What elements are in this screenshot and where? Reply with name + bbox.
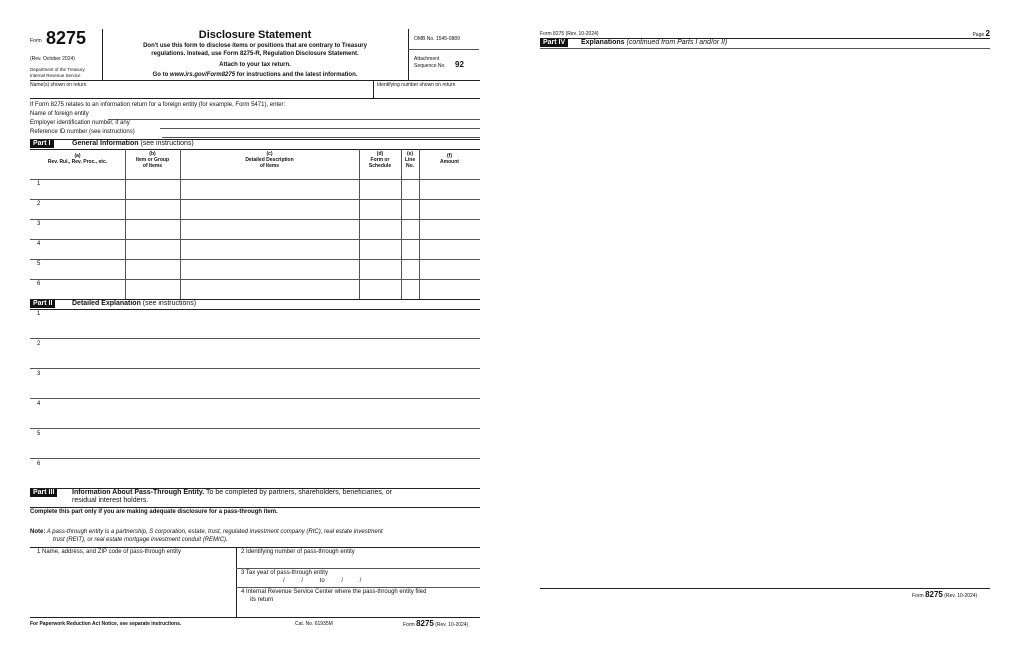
part4-heading: Explanations (continued from Parts I and/or II)	[581, 39, 728, 46]
foreign-ein-input[interactable]	[160, 128, 480, 129]
explanation-line-2[interactable]	[30, 339, 480, 368]
explanation-line-4[interactable]	[30, 399, 480, 428]
table-row-5-number: 5	[37, 261, 41, 267]
name-id-divider	[373, 80, 374, 98]
field2-rule	[236, 568, 480, 569]
irs-url-link[interactable]: www.irs.gov/Form8275	[169, 72, 236, 78]
instruction-line2: regulations. Instead, use Form 8275-R, Regulation Disclosure Statement.	[151, 51, 359, 57]
sequence-label: Sequence No.	[414, 63, 446, 69]
part1-heading: General Information (see instructions)	[72, 140, 194, 147]
goto-line: Go to www.irs.gov/Form8275 for instructions and the latest information.	[152, 72, 358, 78]
table-row-6-number: 6	[37, 281, 41, 287]
field3-label: 3 Tax year of pass-through entity	[241, 570, 328, 576]
header-divider-right	[408, 29, 409, 80]
field4-label-cont: its return	[250, 597, 274, 603]
id-number-input[interactable]	[377, 88, 477, 97]
part3-label: Part III	[30, 489, 57, 497]
table-row-2-number: 2	[37, 201, 41, 207]
dept-line2: Internal Revenue Service	[30, 73, 81, 78]
explanation-line-4-number: 4	[37, 401, 41, 407]
table-row-3-number: 3	[37, 221, 41, 227]
part3-heading: Information About Pass-Through Entity. To be completed by partners, shareholders, beneficiaries, or	[72, 489, 393, 496]
paperwork-notice: For Paperwork Reduction Act Notice, see separate instructions.	[30, 621, 182, 627]
table-row-3[interactable]	[30, 220, 480, 239]
header-bottom-rule	[30, 80, 480, 81]
rev-date: (Rev. October 2024)	[30, 56, 75, 62]
page2-page-number: Page 2	[972, 29, 990, 38]
part4-heading-rule	[540, 48, 990, 49]
page2-header-form: Form 8275 (Rev. 10-2024)	[540, 31, 599, 37]
col-header-a: (a) Rev. Rul., Rev. Proc., etc.	[47, 153, 108, 165]
foreign-ein-label: Employer identification number, if any	[30, 120, 130, 126]
foreign-name-input[interactable]	[108, 119, 480, 120]
name-label: Name(s) shown on return	[30, 82, 87, 88]
field4-label: 4 Internal Revenue Service Center where the pass-through entity filed	[241, 589, 427, 595]
col-header-d: (d) Form or Schedule	[368, 151, 392, 169]
field3-rule	[236, 587, 480, 588]
part1-label: Part I	[30, 140, 54, 148]
explanation-line-6[interactable]	[30, 459, 480, 487]
name-row-rule	[30, 98, 480, 99]
foreign-ref-label: Reference ID number (see instructions)	[30, 129, 135, 135]
table-row-4[interactable]	[30, 240, 480, 259]
part3-complete-note: Complete this part only if you are making adequate disclosure for a pass-through item.	[30, 509, 278, 515]
part4-label: Part IV	[540, 39, 568, 47]
part3-heading-cont: residual interest holders.	[72, 497, 149, 504]
instruction-line1: Don't use this form to disclose items or positions that are contrary to Treasury	[143, 43, 367, 49]
dept-line1: Department of the Treasury	[30, 67, 85, 72]
explanation-line-5-number: 5	[37, 431, 41, 437]
part3-heading-rule	[30, 507, 480, 508]
table-row-4-number: 4	[37, 241, 41, 247]
omb-number: OMB No. 1545-0889	[414, 36, 460, 42]
part2-label: Part II	[30, 300, 55, 308]
id-number-label: Identifying number shown on return	[377, 82, 456, 88]
explanation-line-3[interactable]	[30, 369, 480, 398]
passthrough-id-input[interactable]	[240, 556, 478, 567]
part3-note: Note: A pass-through entity is a partnership, S corporation, estate, trust, regulated investment company (RIC), real estate investment	[30, 529, 383, 535]
table-row-5[interactable]	[30, 260, 480, 279]
part3-fields-divider	[236, 547, 237, 617]
omb-divider	[408, 49, 479, 50]
part2-heading: Detailed Explanation (see instructions)	[72, 300, 197, 307]
attachment-label: Attachment	[414, 56, 440, 62]
table-row-2[interactable]	[30, 200, 480, 219]
foreign-ref-input[interactable]	[162, 137, 480, 138]
explanation-line-5[interactable]	[30, 429, 480, 458]
explanation-line-6-number: 6	[37, 461, 41, 467]
part3-note-cont: trust (REIT), or real estate mortgage investment conduit (REMIC).	[53, 537, 228, 543]
foreign-name-label: Name of foreign entity	[30, 111, 89, 117]
page2-footer-form: Form 8275 (Rev. 10-2024)	[912, 590, 978, 599]
attach-line: Attach to your tax return.	[219, 62, 291, 68]
explanation-line-2-number: 2	[37, 341, 41, 347]
col-header-c: (c) Detailed Description of Items	[245, 151, 294, 169]
col-header-e: (e) Line No.	[404, 151, 416, 169]
page1-footer-rule	[30, 617, 480, 618]
field2-label: 2 Identifying number of pass-through entity	[241, 549, 355, 555]
form-number: 8275	[46, 28, 87, 48]
col-header-f: (f) Amount	[440, 153, 459, 165]
name-input[interactable]	[34, 88, 369, 97]
part3-fields-top-rule	[30, 547, 480, 548]
table-row-1[interactable]	[30, 180, 480, 199]
page1-footer-form: Form 8275 (Rev. 10-2024)	[403, 619, 469, 628]
form-prefix: Form	[30, 38, 42, 44]
explanation-line-3-number: 3	[37, 371, 41, 377]
explanation-line-1[interactable]	[30, 310, 480, 338]
foreign-intro: If Form 8275 relates to an information return for a foreign entity (for example, Form 5471), enter:	[30, 102, 286, 108]
form-title: Disclosure Statement	[198, 29, 312, 41]
catalog-number: Cat. No. 61935M	[295, 621, 333, 627]
passthrough-name-address-input[interactable]	[30, 556, 235, 616]
part4-explanation-area[interactable]	[540, 50, 990, 586]
explanation-line-1-number: 1	[37, 311, 41, 317]
col-header-b: (b) Item or Group of Items	[135, 151, 170, 169]
field1-label: 1 Name, address, and ZIP code of pass-through entity	[37, 549, 181, 555]
page2-footer-rule	[540, 588, 990, 589]
part1-heading-rule	[30, 149, 480, 150]
table-row-6[interactable]	[30, 280, 480, 299]
table-row-1-number: 1	[37, 181, 41, 187]
irs-center-input[interactable]	[240, 605, 478, 616]
sequence-number: 92	[455, 60, 464, 69]
tax-year-range-input[interactable]: / / to / /	[283, 578, 362, 584]
